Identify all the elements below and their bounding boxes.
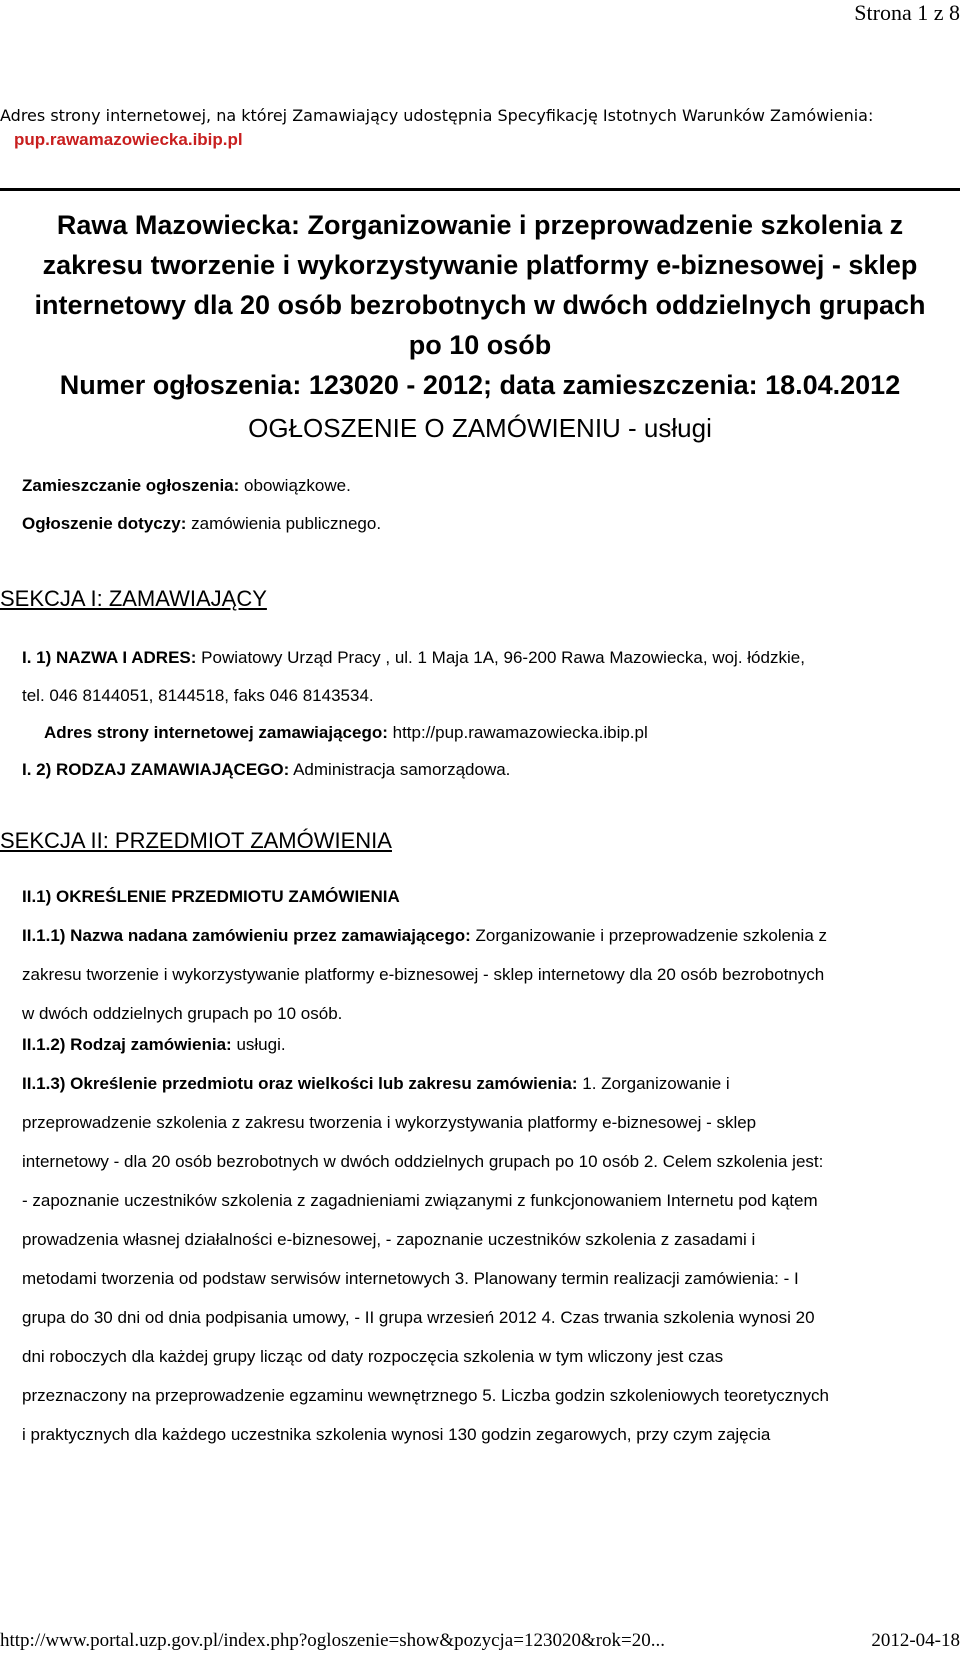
name-address-value: Powiatowy Urząd Pracy , ul. 1 Maja 1A, 96-200 Rawa Mazowiecka, woj. łódzkie, — [201, 648, 805, 667]
contract-name-block — [22, 916, 960, 1033]
authority-type-row — [22, 760, 510, 780]
footer-date: 2012-04-18 — [871, 1630, 960, 1651]
title-line: po 10 osób — [408, 330, 552, 360]
website-value[interactable]: http://pup.rawamazowiecka.ibip.pl — [392, 723, 648, 742]
scope-line: prowadzenia własnej działalności e-biznesowej, - zapoznanie uczestników szkolenia z zasadami i — [22, 1230, 756, 1249]
scope-line: grupa do 30 dni od dnia podpisania umowy, - II grupa wrzesień 2012 4. Czas trwania szkolenia wynosi 20 — [22, 1308, 815, 1327]
website-label: Adres strony internetowej zamawiającego: — [44, 723, 388, 742]
section-2-heading: SEKCJA II: PRZEDMIOT ZAMÓWIENIA — [0, 828, 392, 853]
title-line: zakresu tworzenie i wykorzystywanie platformy e-biznesowej - sklep — [42, 250, 918, 280]
horizontal-divider — [0, 188, 960, 191]
placement-row — [22, 476, 351, 496]
concerns-label: Ogłoszenie dotyczy: — [22, 514, 187, 533]
contract-name-label: II.1.1) Nazwa nadana zamówieniu przez zamawiającego: — [22, 926, 471, 945]
contract-kind-label: II.1.2) Rodzaj zamówienia: — [22, 1035, 232, 1054]
title-line: internetowy dla 20 osób bezrobotnych w dwóch oddzielnych grupach — [34, 290, 926, 320]
announcement-title — [0, 205, 960, 405]
scope-line: - zapoznanie uczestników szkolenia z zagadnieniami związanymi z funkcjonowaniem Internetu pod kątem — [22, 1191, 818, 1210]
section-1-heading: SEKCJA I: ZAMAWIAJĄCY — [0, 586, 267, 611]
authority-type-value: Administracja samorządowa. — [293, 760, 511, 779]
title-line: Rawa Mazowiecka: Zorganizowanie i przeprowadzenie szkolenia z — [56, 210, 904, 240]
concerns-row — [22, 514, 381, 534]
footer-url[interactable]: http://www.portal.uzp.gov.pl/index.php?ogloszenie=show&pozycja=123020&rok=20... — [0, 1630, 666, 1651]
scope-block — [22, 1064, 960, 1454]
contract-kind-value: usługi. — [236, 1035, 286, 1054]
contract-kind-row — [22, 1035, 286, 1055]
website-row — [44, 723, 648, 743]
phone-row: tel. 046 8144051, 8144518, faks 046 8143534. — [22, 686, 374, 705]
contract-name-line: zakresu tworzenie i wykorzystywanie platformy e-biznesowej - sklep internetowy dla 20 osób bezrobotnych — [22, 965, 825, 984]
section-2-subheading: II.1) OKREŚLENIE PRZEDMIOTU ZAMÓWIENIA — [22, 887, 400, 906]
placement-label: Zamieszczanie ogłoszenia: — [22, 476, 240, 495]
scope-line: metodami tworzenia od podstaw serwisów internetowych 3. Planowany termin realizacji zamówienia: - I — [22, 1269, 799, 1288]
announcement-type: OGŁOSZENIE O ZAMÓWIENIU - usługi — [248, 413, 712, 443]
scope-line: internetowy - dla 20 osób bezrobotnych w dwóch oddzielnych grupach po 10 osób 2. Celem szkolenia jest: — [22, 1152, 824, 1171]
siwz-address-text: Adres strony internetowej, na której Zamawiający udostępnia Specyfikację Istotnych Warunków Zamówienia: — [0, 106, 874, 125]
name-address-label: I. 1) NAZWA I ADRES: — [22, 648, 197, 667]
contract-name-first-line — [22, 916, 960, 955]
contract-name-value: Zorganizowanie i przeprowadzenie szkolenia z — [475, 926, 828, 945]
scope-line: przeznaczony na przeprowadzenie egzaminu wewnętrznego 5. Liczba godzin szkoleniowych teoretycznych — [22, 1386, 830, 1405]
scope-value: 1. Zorganizowanie i — [582, 1074, 730, 1093]
name-address-row — [22, 648, 805, 668]
announcement-number: Numer ogłoszenia: 123020 - 2012; data zamieszczenia: 18.04.2012 — [59, 370, 901, 400]
siwz-address-link[interactable]: pup.rawamazowiecka.ibip.pl — [14, 130, 243, 149]
scope-line: dni roboczych dla każdej grupy licząc od daty rozpoczęcia szkolenia w tym wliczony jest czas — [22, 1347, 724, 1366]
concerns-value: zamówienia publicznego. — [191, 514, 382, 533]
authority-type-label: I. 2) RODZAJ ZAMAWIAJĄCEGO: — [22, 760, 290, 779]
page-number: Strona 1 z 8 — [854, 0, 960, 25]
scope-line: przeprowadzenie szkolenia z zakresu tworzenia i wykorzystywania platformy e-biznesowej - sklep — [22, 1113, 757, 1132]
scope-line: i praktycznych dla każdego uczestnika szkolenia wynosi 130 godzin zegarowych, przy czym zajęcia — [22, 1425, 771, 1444]
contract-name-line: w dwóch oddzielnych grupach po 10 osób. — [22, 1004, 343, 1023]
placement-value: obowiązkowe. — [244, 476, 351, 495]
scope-label: II.1.3) Określenie przedmiotu oraz wielkości lub zakresu zamówienia: — [22, 1074, 578, 1093]
scope-first-line — [22, 1064, 960, 1103]
